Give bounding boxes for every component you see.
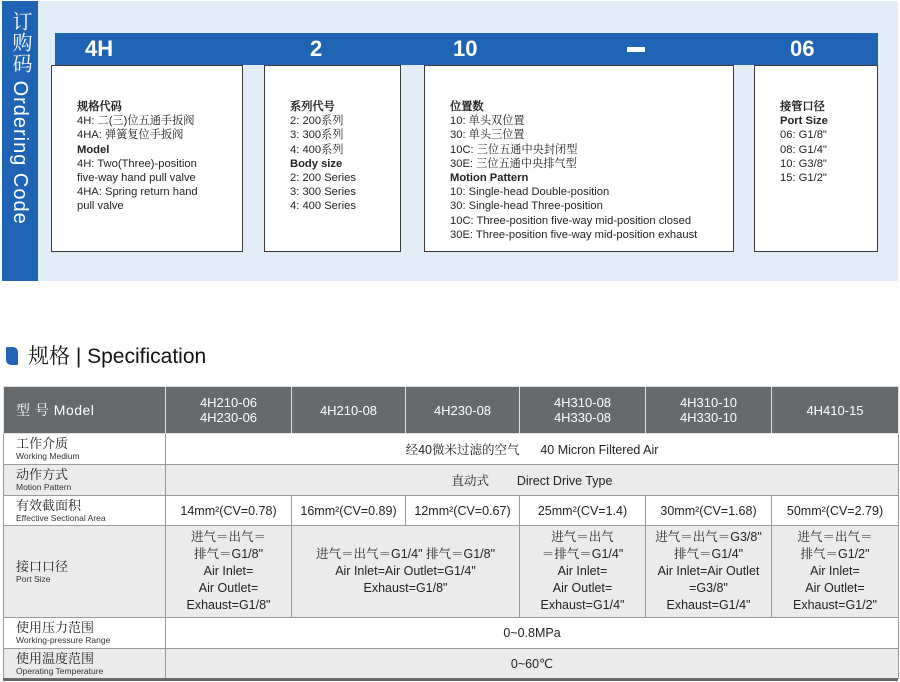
code-series: 2 — [310, 36, 323, 61]
code-box-line: 30: Single-head Three-position — [450, 200, 603, 213]
port-value — [520, 526, 646, 618]
side-label-zh: 订购码 — [9, 11, 31, 74]
port-line: Air Inlet=Air Outlet — [657, 564, 760, 578]
code-box-line: 10: G3/8" — [780, 157, 827, 170]
code-box-line: 15: G1/2" — [780, 172, 827, 185]
model-name: 4H210-06 — [199, 395, 258, 410]
port-line: Exhaust=G1/8" — [186, 598, 271, 612]
model-name: 4H330-08 — [553, 410, 612, 425]
code-box-line: 08: G1/4" — [780, 143, 827, 156]
port-line: =G3/8" — [689, 581, 728, 595]
port-line: Air Inlet= — [203, 564, 254, 578]
row-label-zh: 接口口径 — [16, 558, 69, 574]
port-line: 排气＝G1/8" — [193, 547, 264, 561]
port-line: 进气＝出气＝G3/8" — [655, 530, 762, 544]
row-label-en: Working-pressure Range — [16, 635, 111, 645]
code-model: 4H — [85, 36, 114, 61]
model-name: 4H210-08 — [319, 402, 378, 418]
code-box-line: 4H: Two(Three)-position — [77, 157, 197, 170]
port-line: 进气＝出气 — [551, 530, 614, 544]
table-row-pressure-range — [4, 618, 899, 649]
row-label — [4, 649, 166, 679]
code-position: 10 — [453, 36, 478, 61]
row-label-en: Working Medium — [16, 451, 80, 461]
row-label-en: Operating Temperature — [16, 665, 104, 676]
ordering-code-side-label — [6, 11, 34, 271]
working-medium-value: 经40微米过滤的空气 40 Micron Filtered Air — [166, 434, 899, 465]
side-label-en: Ordering Code — [9, 80, 31, 225]
pressure-range-value: 0~0.8MPa — [166, 618, 899, 649]
port-line: Air Outlet= — [552, 581, 613, 595]
port-line: 进气＝出气＝ — [190, 530, 266, 544]
area-value: 30mm²(CV=1.68) — [646, 496, 772, 526]
code-box-line: pull valve — [77, 200, 124, 213]
area-value: 12mm²(CV=0.67) — [406, 496, 520, 526]
port-value — [646, 526, 772, 618]
model-header — [292, 387, 406, 434]
port-line: ＝排气＝G1/4" — [541, 547, 624, 561]
row-label-en: Effective Sectional Area — [16, 512, 106, 523]
row-label-zh: 有效截面积 — [16, 497, 82, 513]
row-label-zh: 使用温度范围 — [16, 650, 95, 666]
code-box-line: 30: 单头三位置 — [450, 129, 525, 142]
port-line: Air Outlet= — [198, 581, 259, 595]
heading-marker-icon — [6, 347, 18, 365]
code-box-line: 规格代码 — [77, 101, 122, 113]
model-name: 4H230-08 — [433, 402, 492, 418]
port-line: Exhaust=G1/8" — [363, 581, 448, 595]
specification-table — [3, 386, 899, 679]
code-box-line: 4HA: 弹簧复位手扳阀 — [77, 129, 184, 142]
row-label — [4, 526, 166, 618]
code-box-line: 接管口径 — [780, 101, 825, 113]
row-label-en: Port Size — [16, 573, 51, 584]
code-box-line: 3: 300 Series — [290, 186, 356, 199]
port-line: 排气＝G1/2" — [800, 547, 870, 561]
model-name: 4H310-10 — [679, 395, 738, 410]
code-dash — [627, 47, 645, 52]
code-box-line: 06: G1/8" — [780, 129, 827, 142]
code-box-line: 2: 200系列 — [290, 115, 344, 128]
code-box-line: 系列代号 — [290, 101, 335, 113]
model-header — [646, 387, 772, 434]
code-box-line: 4HA: Spring return hand — [77, 186, 198, 199]
table-bottom-rule — [3, 678, 898, 681]
model-name: 4H230-06 — [199, 410, 258, 425]
code-box-line: Port Size — [780, 115, 828, 128]
model-name: 4H330-10 — [679, 410, 738, 425]
table-header-row — [4, 387, 899, 434]
code-box-line: 4: 400 Series — [290, 200, 356, 213]
ordering-code-panel — [2, 1, 898, 281]
ordering-code-side-tab — [2, 1, 38, 281]
port-line: Air Inlet= — [557, 564, 608, 578]
table-row-sectional-area — [4, 496, 899, 526]
row-label — [4, 434, 166, 465]
row-label — [4, 465, 166, 496]
port-value — [292, 526, 520, 618]
port-line: 进气＝出气＝ — [797, 530, 873, 544]
model-header — [166, 387, 292, 434]
port-line: Air Inlet=Air Outlet=G1/4" — [335, 564, 476, 578]
port-line: Exhaust=G1/4" — [540, 598, 625, 612]
row-label-en: Motion Pattern — [16, 482, 72, 492]
code-box-line: Motion Pattern — [450, 172, 529, 185]
area-value: 16mm²(CV=0.89) — [292, 496, 406, 526]
model-code-box — [51, 65, 243, 252]
code-box-line: 30E: 三位五通中央排气型 — [450, 157, 577, 170]
code-box-line: 2: 200 Series — [290, 172, 356, 185]
code-box-line: Body size — [290, 157, 343, 170]
area-value: 50mm²(CV=2.79) — [772, 496, 899, 526]
code-box-line: 10C: 三位五通中央封闭型 — [450, 143, 578, 156]
table-row-working-medium — [4, 434, 899, 465]
operating-temperature-value: 0~60℃ — [166, 649, 899, 679]
code-box-line: 3: 300系列 — [290, 129, 344, 142]
code-box-line: 10: 单头双位置 — [450, 115, 525, 128]
port-line: Air Outlet= — [805, 581, 865, 595]
motion-pattern-box — [424, 65, 734, 252]
port-line: Exhaust=G1/2" — [792, 598, 877, 612]
row-label — [4, 496, 166, 526]
model-header-label: 型 号 Model — [4, 387, 166, 434]
code-box-line: 10C: Three-position five-way mid-position closed — [450, 214, 692, 227]
code-box-line: 位置数 — [450, 101, 484, 113]
code-box-line: Model — [77, 143, 110, 156]
table-row-motion-pattern — [4, 465, 899, 496]
code-box-line: 4: 400系列 — [290, 143, 344, 156]
port-line: 排气＝G1/4" — [673, 547, 744, 561]
port-value — [166, 526, 292, 618]
area-value: 14mm²(CV=0.78) — [166, 496, 292, 526]
model-name: 4H310-08 — [553, 395, 612, 410]
table-row-operating-temperature — [4, 649, 899, 679]
port-line: 进气＝出气＝G1/4" 排气＝G1/8" — [315, 547, 496, 561]
port-line: Exhaust=G1/4" — [666, 598, 751, 612]
code-box-line: five-way hand pull valve — [77, 172, 196, 185]
model-header — [772, 387, 899, 434]
code-port: 06 — [790, 36, 815, 61]
table-row-port-size — [4, 526, 899, 618]
row-label-zh: 工作介质 — [16, 436, 69, 451]
specification-title: 规格 | Specification — [28, 345, 207, 368]
row-label-zh: 使用压力范围 — [16, 620, 95, 635]
port-line: Air Inlet= — [810, 564, 860, 578]
port-size-box — [754, 65, 878, 252]
port-value — [772, 526, 899, 618]
body-size-box — [264, 65, 401, 252]
model-header — [406, 387, 520, 434]
row-label — [4, 618, 166, 649]
area-value: 25mm²(CV=1.4) — [520, 496, 646, 526]
code-box-line: 4H: 二(三)位五通手扳阀 — [77, 115, 195, 128]
code-box-line: 10: Single-head Double-position — [450, 186, 610, 199]
motion-pattern-value: 直动式 Direct Drive Type — [166, 465, 899, 496]
row-label-zh: 动作方式 — [16, 467, 69, 482]
model-header — [520, 387, 646, 434]
model-name: 4H410-15 — [806, 402, 864, 418]
code-box-line: 30E: Three-position five-way mid-position exhaust — [450, 228, 698, 241]
ordering-code-bar — [55, 33, 878, 65]
